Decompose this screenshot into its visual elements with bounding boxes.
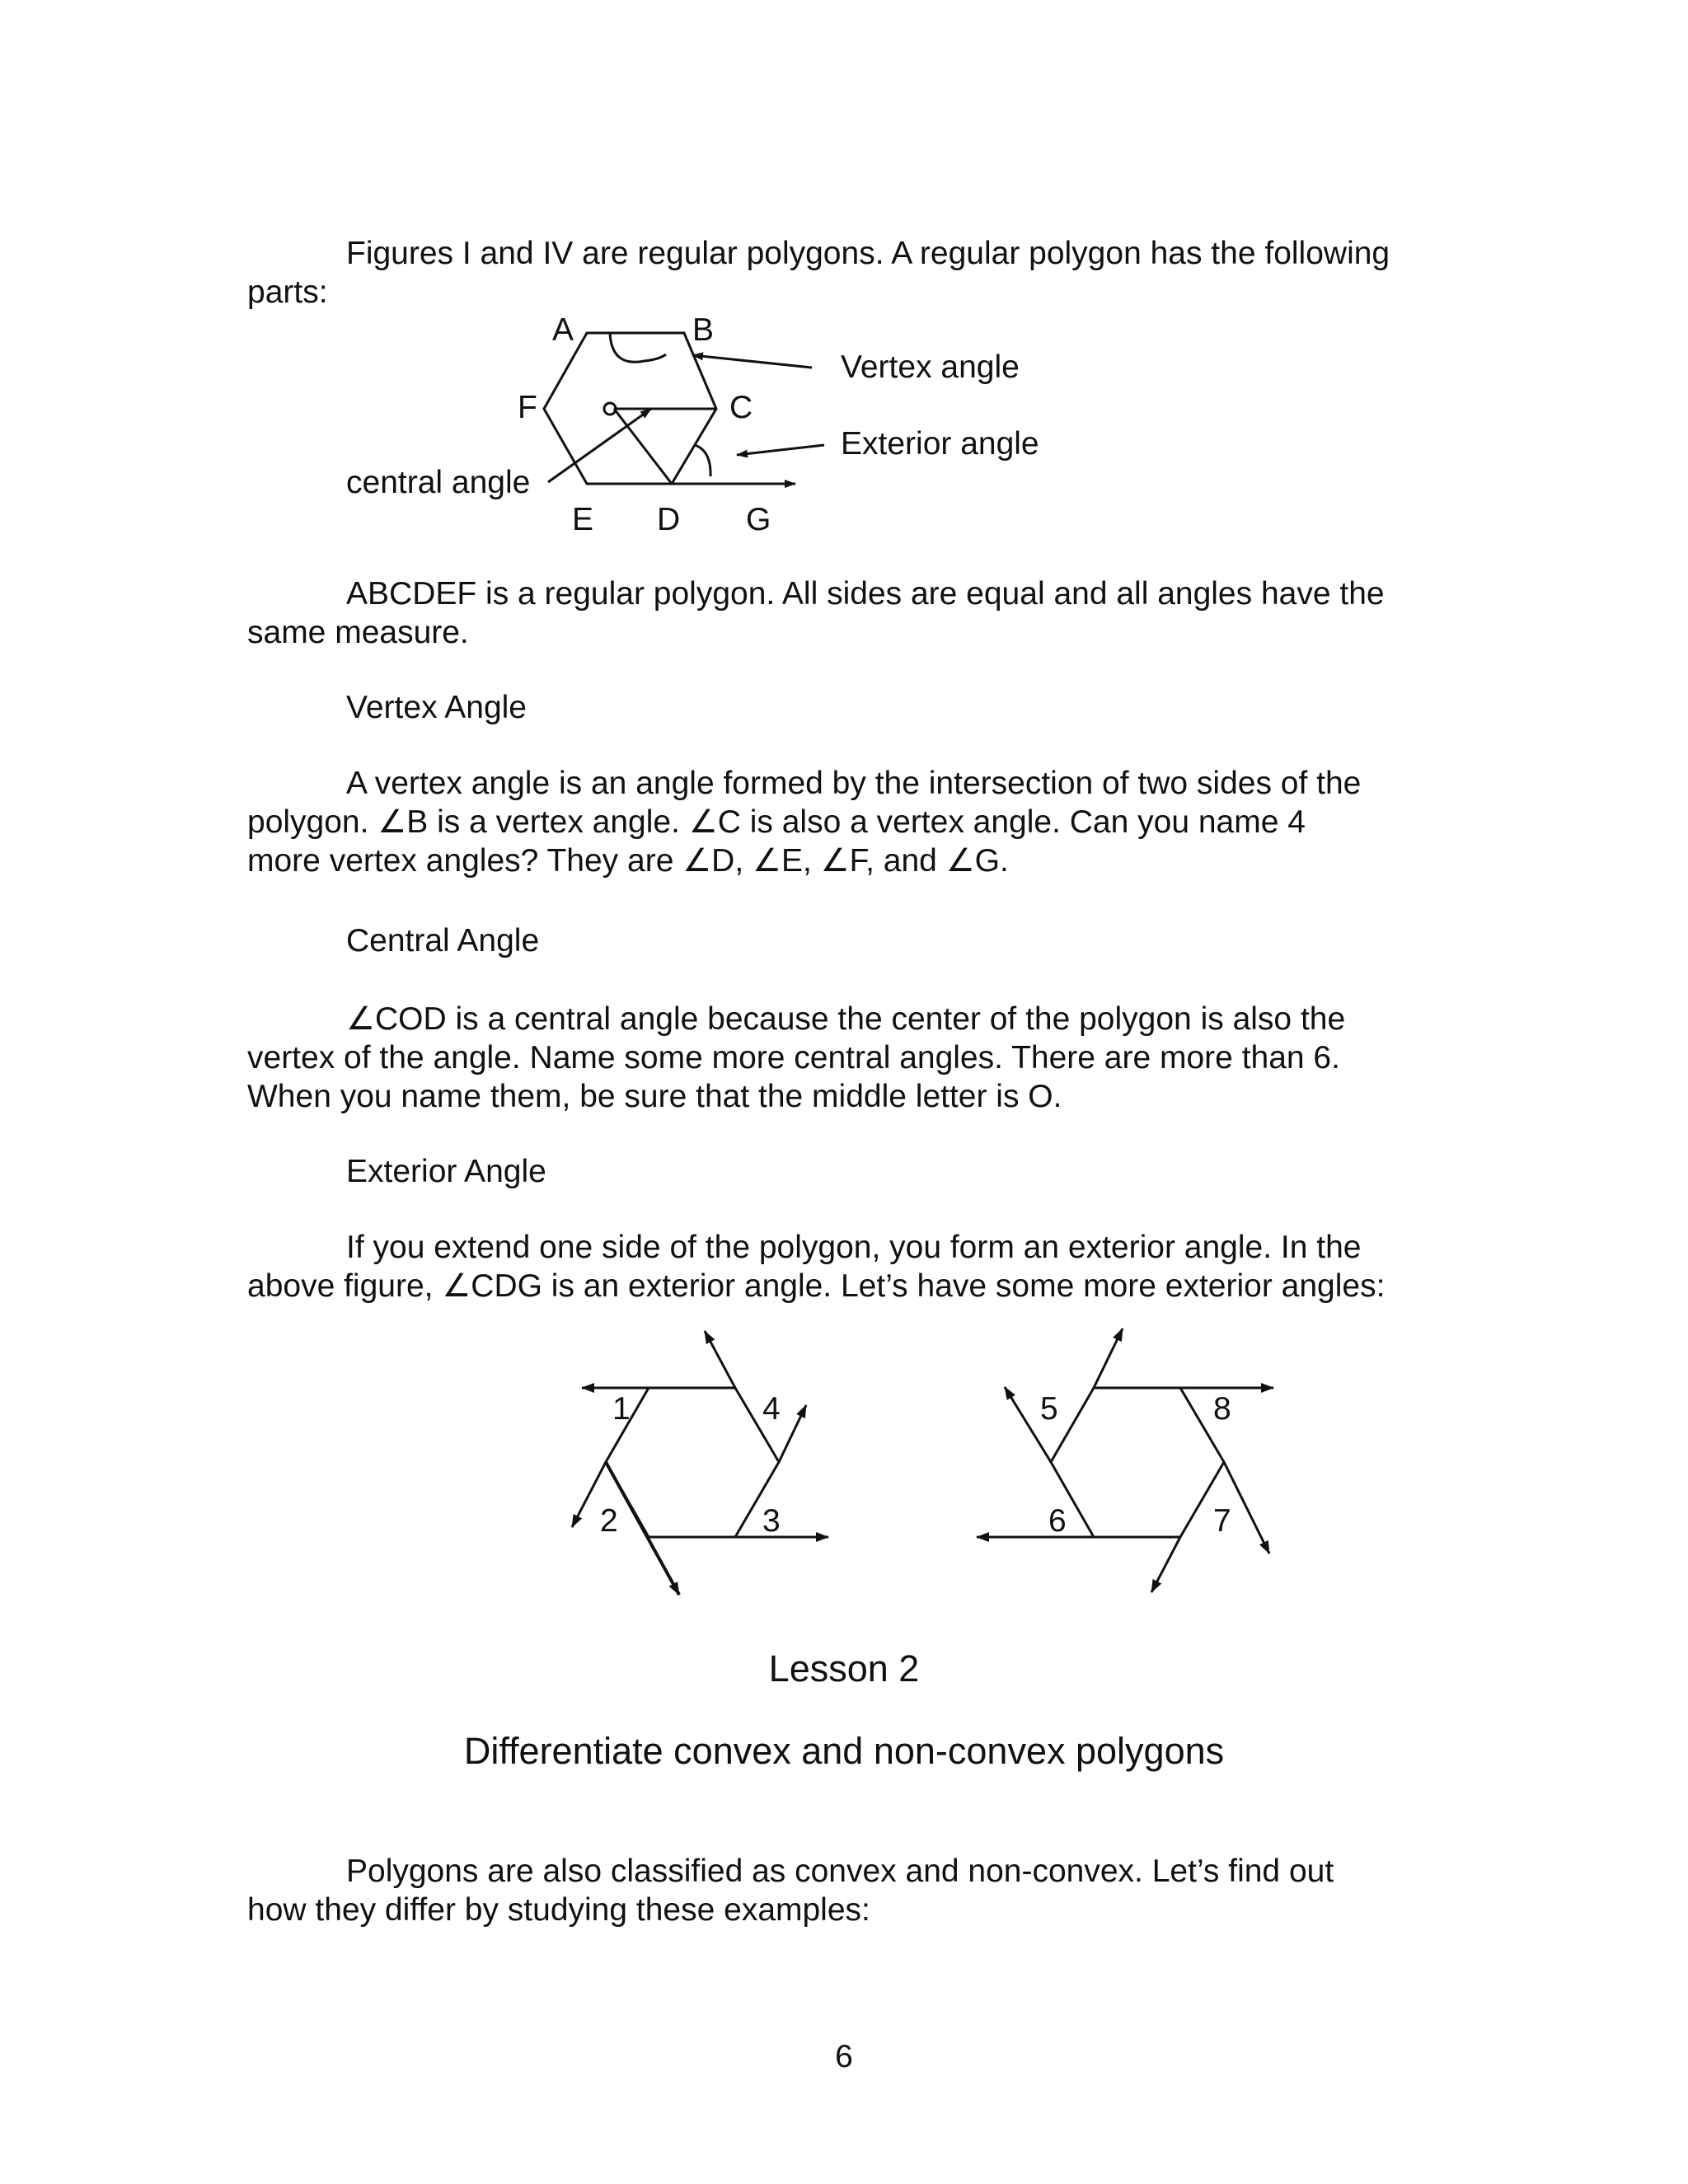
label-c: C — [729, 390, 753, 425]
right-ext-7b — [1151, 1537, 1180, 1592]
exterior-line-2: above figure, ∠CDG is an exterior angle. Let’s have some more exterior angles: — [247, 1268, 1386, 1304]
right-label-6: 6 — [1048, 1503, 1067, 1539]
closing-line-1: Polygons are also classified as convex and non-convex. Let’s find out — [346, 1854, 1334, 1889]
left-label-3: 3 — [762, 1503, 781, 1539]
left-hexagon — [606, 1388, 779, 1537]
callout-central-angle: central angle — [346, 465, 531, 500]
lesson-subtitle: Differentiate convex and non-convex polygons — [463, 1730, 1225, 1772]
exterior-angle-heading: Exterior Angle — [346, 1154, 546, 1189]
lesson-title: Lesson 2 — [768, 1647, 920, 1690]
regular-line-2: same measure. — [247, 615, 469, 650]
central-line-1: ∠COD is a central angle because the center of the polygon is also the — [346, 1001, 1346, 1037]
label-g: G — [746, 502, 771, 537]
vertex-angle-heading: Vertex Angle — [346, 690, 527, 725]
central-line-3: When you name them, be sure that the middle letter is O. — [247, 1079, 1062, 1114]
label-d: D — [657, 502, 681, 537]
central-angle-heading: Central Angle — [346, 923, 540, 958]
page-number: 6 — [835, 2039, 853, 2074]
callout-exterior-angle: Exterior angle — [841, 426, 1039, 462]
label-f: F — [518, 390, 537, 425]
vertex-line-1: A vertex angle is an angle formed by the intersection of two sides of the — [346, 766, 1362, 801]
closing-paragraph — [247, 1852, 1334, 1929]
intro-line-1: Figures I and IV are regular polygons. A regular polygon has the following — [346, 236, 1390, 271]
right-label-5: 5 — [1040, 1391, 1058, 1427]
left-ext-4 — [705, 1331, 735, 1388]
label-e: E — [572, 502, 594, 537]
right-label-8: 8 — [1213, 1391, 1231, 1427]
left-label-1: 1 — [612, 1391, 631, 1427]
right-ext-5b — [1094, 1329, 1123, 1388]
label-a: A — [552, 312, 574, 348]
callout-vertex-angle: Vertex angle — [841, 349, 1020, 385]
label-b: B — [692, 312, 715, 348]
right-hexagon — [1051, 1388, 1224, 1537]
intro-line-2: parts: — [247, 274, 328, 310]
closing-line-2: how they differ by studying these examples: — [247, 1892, 870, 1928]
regular-line-1: ABCDEF is a regular polygon. All sides are equal and all angles have the — [346, 576, 1385, 612]
left-ext-4b — [779, 1405, 806, 1462]
left-label-2: 2 — [600, 1503, 618, 1539]
left-label-4: 4 — [762, 1391, 781, 1427]
right-label-7: 7 — [1213, 1503, 1231, 1539]
vertex-line-2: polygon. ∠B is a vertex angle. ∠C is also a vertex angle. Can you name 4 — [247, 804, 1306, 840]
vertex-line-3: more vertex angles? They are ∠D, ∠E, ∠F, and ∠G. — [247, 843, 1009, 879]
central-line-2: vertex of the angle. Name some more central angles. There are more than 6. — [247, 1040, 1340, 1076]
exterior-line-1: If you extend one side of the polygon, you form an exterior angle. In the — [346, 1230, 1362, 1265]
